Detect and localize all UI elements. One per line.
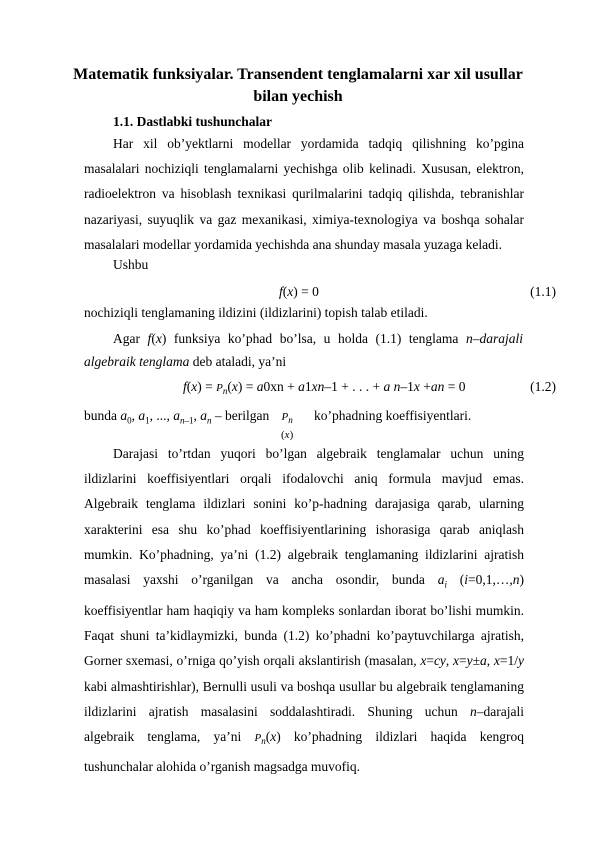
equation-1-1-number: (1.1) xyxy=(530,284,556,299)
paragraph-agar: Agar f(x) funksiya ko’phad bo’lsa, u holda (1.1) tenglama n–darajali xyxy=(113,331,523,346)
equation-1-2-number: (1.2) xyxy=(530,379,556,394)
bunda-end: ko’phadning koeffisiyentlari. xyxy=(314,408,472,423)
equation-1-1: f(x) = 0 xyxy=(279,284,319,299)
paragraph-main: Darajasi to’rtdan yuqori bo’lgan algebraik tenglamalar uchun uning ildizlarini koeffisiyentlari orqali ifodalovchi aniq formula mavjud emas. Algebraik tenglama ildizlari sonini ko’p-hadning darajasiga qarab, ularning xarakterini esa shu ko’phad koeffisiyentlarining ishorasiga qarab aniqlash mumkin. Ko’phadning, ya’ni (1.2) algebraik tenglamaning ildizlarini ajratish masalasi yaxshi o’rganilgan va ancha osondir, bunda $a_i$ (i=0,1,…,n) koeffisiyentlar ham haqiqiy va ham kompleks sonlardan iborat bo’lishi mumkin. Faqat shuni ta’kidlaymizki, bunda (1.2) ko’phadni ko’paytuvchilarga ajratish, Gorner sxemasi, o’rniga qo’yish orqali akslantirish (masalan, x=cy, x=y±a, x=1/y kabi almashtirishlar), Bernulli usuli va boshqa usullar bu algebraik tenglamaning ildizlarini ajratish masalasini soddalashtiradi. Shuning uchun n–darajali algebraik tenglama, ya’ni $P_n(x)$ ko’phadning ildizlari haqida kengroq tushunchalar alohida o’rganish magsadga muvofiq. xyxy=(84,446,524,775)
pn-stacked: $P_n$ (x) xyxy=(281,411,294,442)
equation-1-2: $f(x) = P_n(x) = a0xn + a1xn-1$ + . . . + a n–1x +an = 0 xyxy=(183,379,466,397)
after-equation-text: nochiziqli tenglamaning ildizini (ildizlarini) topish talab etiladi. xyxy=(84,305,428,320)
page-title: Matematik funksiyalar. Transendent tenglamalarni xar xil usullar bilan yechish xyxy=(73,66,523,105)
ushbu-text: Ushbu xyxy=(113,257,149,272)
section-heading: 1.1. Dastlabki tushunchalar xyxy=(113,114,273,129)
paragraph-algebraik: algebraik tenglama deb ataladi, ya’ni xyxy=(84,354,287,369)
paragraph-intro: Har xil ob’yektlarni modellar yordamida tadqiq qilishning ko’pgina masalalari nochiziqli tenglamalarni yechishga olib kelinadi. Xususan, elektron, radioelektron va hisoblash texnikasi qurilmalarini tadqiq qilishda, tebranishlar nazariyasi, suyuqlik va gaz mexanikasi, ximiya-texnologiya va boshqa sohalar masalalari modellar yordamida yechishda ana shunday masala yuzaga keladi. xyxy=(84,136,524,252)
bunda-text: bunda $a_0$, $a_1$, ..., $a_{n-1}$, $a_n$ – berilgan xyxy=(84,408,270,426)
